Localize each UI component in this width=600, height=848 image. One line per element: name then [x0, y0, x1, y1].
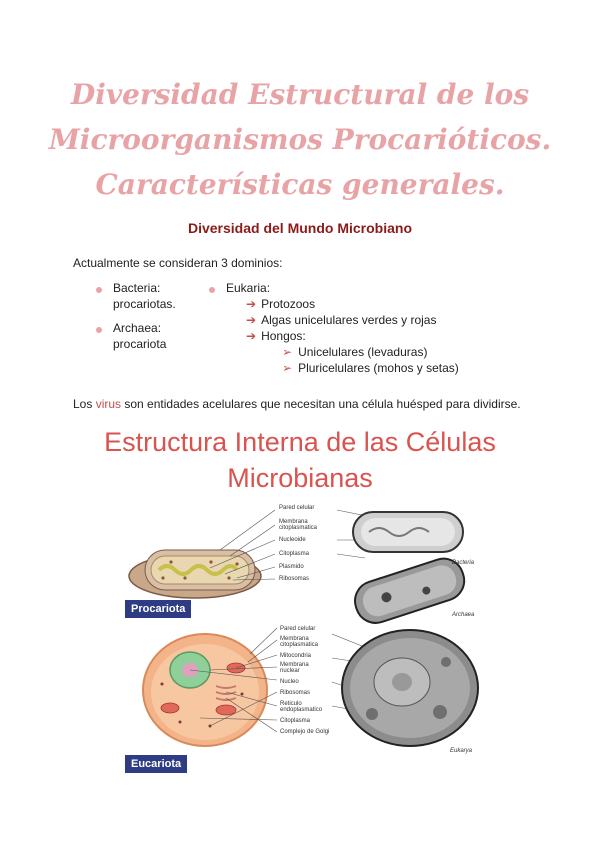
- archaea-desc: procariota: [113, 337, 167, 351]
- bacteria-desc: procariotas.: [113, 297, 176, 311]
- euk-label-reticulo: Reticulo endoplasmatico: [280, 701, 323, 713]
- section-heading: [0, 424, 600, 496]
- caption-eukarya: Eukarya: [450, 748, 473, 754]
- prokaryote-cell-illustration: [129, 550, 261, 598]
- euk-label-pared: Pared celular: [280, 626, 316, 632]
- pro-label-plasmido: Plasmido: [279, 564, 304, 570]
- domain-archaea: [113, 320, 166, 352]
- bullet-icon: [209, 287, 215, 293]
- euk-label-golgi: Complejo de Golgi: [280, 729, 330, 735]
- bullet-icon: [96, 287, 102, 293]
- title-line-1: Diversidad Estructural de los: [70, 78, 530, 111]
- euk-label-membrana: Membrana citoplasmatica: [280, 636, 319, 648]
- domain-eukaria: Eukaria:: [226, 281, 271, 295]
- bacteria-micrograph: [353, 512, 463, 552]
- eukaria-item-hongos: ➔ Hongos:: [246, 329, 306, 343]
- section-heading-line-1: Estructura Interna de las Células: [104, 427, 496, 457]
- domain-bacteria: [113, 280, 176, 312]
- virus-sentence: Los virus son entidades acelulares que necesitan una célula huésped para dividirse.: [73, 397, 521, 411]
- euk-label-mitocondria: Mitocondria: [280, 653, 312, 659]
- caption-archaea: Archaea: [452, 612, 475, 618]
- archaea-label: Archaea:: [113, 321, 162, 335]
- chevron-right-icon: ➢: [282, 361, 293, 375]
- arrow-right-icon: ➔: [246, 313, 257, 327]
- section-subtitle: Diversidad del Mundo Microbiano: [187, 220, 413, 236]
- pro-label-ribosomas: Ribosomas: [279, 576, 310, 582]
- pro-label-pared: Pared celular: [279, 505, 315, 511]
- pro-label-citoplasma: Citoplasma: [279, 551, 310, 557]
- eukaria-item-protozoos: ➔ Protozoos: [246, 297, 316, 311]
- arrow-right-icon: ➔: [246, 329, 257, 343]
- bacteria-label: Bacteria:: [113, 281, 161, 295]
- euk-label-membrana-nuclear: Membrana nuclear: [280, 662, 309, 674]
- eukarya-micrograph: [342, 630, 478, 746]
- section-heading-line-2: Microbianas: [227, 463, 373, 493]
- virus-highlight: virus: [95, 397, 122, 411]
- arrow-right-icon: ➔: [246, 297, 257, 311]
- page-title: [0, 72, 600, 207]
- bullet-icon: [96, 327, 102, 333]
- intro-text: Actualmente se consideran 3 dominios:: [73, 256, 283, 270]
- eucariota-tag: Eucariota: [125, 755, 187, 773]
- pro-label-nucleoide: Nucleoide: [279, 537, 306, 543]
- pro-label-membrana: Membrana citoplasmatica: [279, 519, 318, 531]
- hongos-item-unicelulares: ➢ Unicelulares (levaduras): [282, 345, 428, 359]
- euk-label-nucleo: Nucleo: [280, 679, 299, 685]
- eukaria-item-algas: ➔ Algas unicelulares verdes y rojas: [246, 313, 437, 327]
- title-line-2: Microorganismos Procarióticos.: [48, 123, 552, 156]
- hongos-item-pluricelulares: ➢ Pluricelulares (mohos y setas): [282, 361, 459, 375]
- euk-label-citoplasma: Citoplasma: [280, 718, 311, 724]
- procariota-tag: Procariota: [125, 600, 191, 618]
- caption-bacteria: Bacteria: [452, 560, 475, 566]
- chevron-right-icon: ➢: [282, 345, 293, 359]
- eukaryote-cell-illustration: [143, 634, 267, 746]
- title-line-3: Características generales.: [95, 168, 505, 201]
- euk-label-ribosomas: Ribosomas: [280, 690, 311, 696]
